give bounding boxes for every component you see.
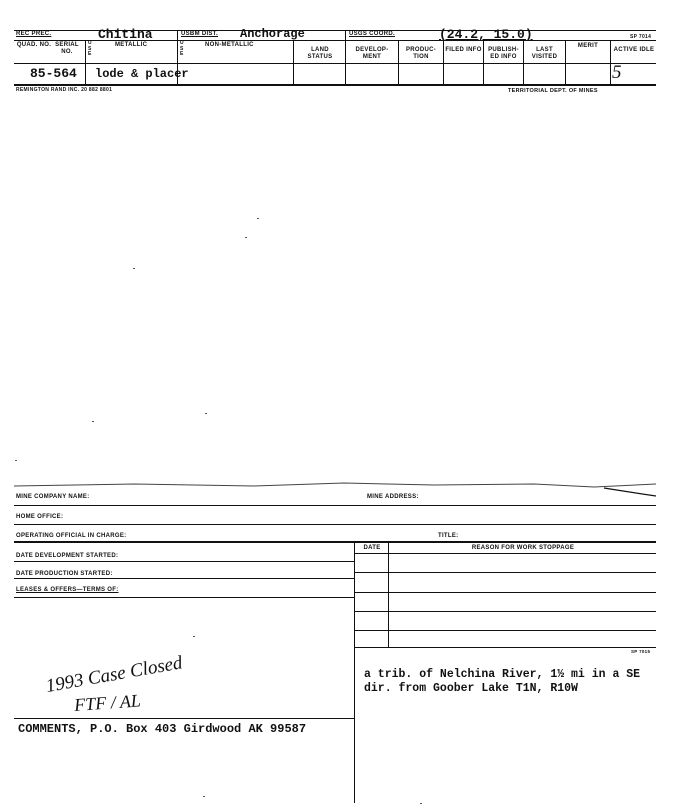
header-labels-bottom-line <box>14 63 656 64</box>
date-development-label: DATE DEVELOPMENT STARTED: <box>16 553 119 559</box>
usgs-coord-value: (24.2, 15.0) <box>439 27 533 42</box>
quad-serial-value: 85-564 <box>30 66 77 81</box>
title-label: TITLE: <box>438 533 459 539</box>
scan-speck <box>203 796 205 797</box>
scan-speck <box>133 268 135 269</box>
col-quad-no: QUAD. NO. <box>16 42 52 48</box>
col-metallic: METALLIC <box>115 42 148 48</box>
col-non-metallic: NON-METALLIC <box>205 42 254 48</box>
rule <box>14 524 656 525</box>
usbm-dist-value: Anchorage <box>240 27 305 41</box>
stoppage-date-header: DATE <box>363 545 381 551</box>
col-active-idle: ACTIVE IDLE <box>613 47 655 53</box>
rule <box>354 647 656 648</box>
divider <box>293 40 294 84</box>
scan-speck <box>420 803 422 804</box>
rule <box>14 578 354 579</box>
printer-line: REMINGTON RAND INC. 20 882 8801 <box>16 87 113 93</box>
metallic-value: lode & placer <box>95 67 189 81</box>
divider <box>523 40 524 84</box>
col-development: DEVELOP- MENT <box>355 47 389 60</box>
rule <box>354 592 656 593</box>
stoppage-reason-header: REASON FOR WORK STOPPAGE <box>471 545 575 551</box>
operating-official-label: OPERATING OFFICIAL IN CHARGE: <box>16 533 127 539</box>
scan-speck <box>257 218 259 219</box>
rule <box>354 541 355 803</box>
active-idle-value: 5 <box>612 62 622 83</box>
rule <box>14 505 656 506</box>
scan-speck <box>15 460 17 461</box>
scan-speck <box>92 421 94 422</box>
leases-label: LEASES & OFFERS—TERMS OF: <box>16 587 119 593</box>
mine-address-label: MINE ADDRESS: <box>367 494 419 500</box>
card-back-top-edge <box>14 480 656 502</box>
divider <box>443 40 444 84</box>
rec-prec-value: Chitina <box>98 27 153 42</box>
rule <box>14 541 656 543</box>
handwritten-case-closed: 1993 Case Closed <box>44 652 185 698</box>
divider <box>483 40 484 84</box>
comments-address-line: COMMENTS, P.O. Box 403 Girdwood AK 99587 <box>18 722 307 736</box>
home-office-label: HOME OFFICE: <box>16 514 64 520</box>
form-number-bottom: SP 7015 <box>631 649 651 654</box>
col-filed-info: FILED INFO <box>445 47 482 53</box>
col-use-b: U S E <box>180 40 184 57</box>
divider <box>85 40 86 84</box>
divider <box>565 40 566 84</box>
col-serial-no: SERIAL NO. <box>55 42 79 55</box>
rule <box>354 611 656 612</box>
col-use-a: U S E <box>88 40 92 57</box>
scan-speck <box>205 413 207 414</box>
form-number-top: SP 7014 <box>630 34 652 40</box>
col-last-visited: LAST VISITED <box>531 47 558 60</box>
col-land-status: LAND STATUS <box>307 47 333 60</box>
rule <box>388 541 389 647</box>
department-label: TERRITORIAL DEPT. OF MINES <box>508 88 598 94</box>
col-published-info: PUBLISH- ED INFO <box>488 47 519 60</box>
rec-prec-label: REC PREC. <box>16 31 52 37</box>
rule <box>14 597 354 598</box>
header-bottom-line <box>14 84 656 86</box>
scan-speck <box>245 237 247 238</box>
usgs-coord-label: USGS COORD. <box>349 31 395 37</box>
mine-company-label: MINE COMPANY NAME: <box>16 494 90 500</box>
col-production: PRODUC- TION <box>405 47 437 60</box>
divider <box>398 40 399 84</box>
usbm-dist-label: USBM DIST. <box>181 31 219 37</box>
rule <box>14 561 354 562</box>
rule <box>354 630 656 631</box>
divider <box>610 40 611 84</box>
handwritten-initials: FTF / AL <box>73 690 142 716</box>
rule <box>14 718 354 719</box>
location-note: a trib. of Nelchina River, 1½ mi in a SE dir. from Goober Lake T1N, R10W <box>364 668 641 695</box>
scan-speck <box>193 636 195 637</box>
divider <box>345 30 346 84</box>
rule <box>354 553 656 554</box>
rule <box>354 572 656 573</box>
col-merit: MERIT <box>577 43 599 49</box>
date-production-label: DATE PRODUCTION STARTED: <box>16 571 113 577</box>
